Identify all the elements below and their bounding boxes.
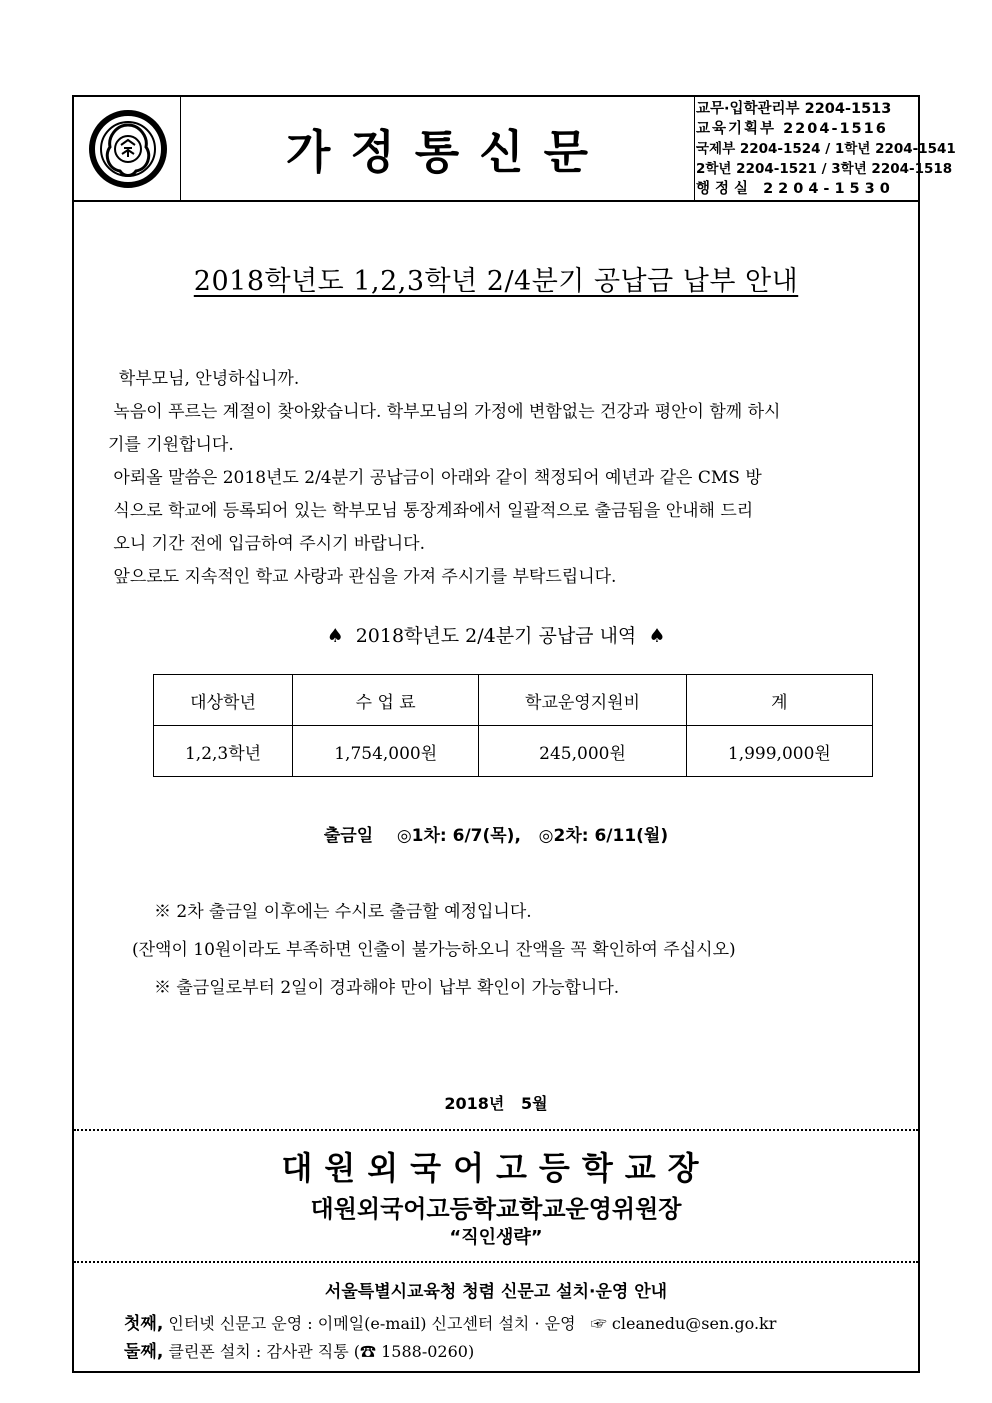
committee-name: 대원외국어고등학교학교운영위원장 (310, 1195, 682, 1223)
header (74, 97, 956, 202)
body-line: 기를 기원합니다. (108, 435, 234, 455)
seal-omitted: “직인생략” (449, 1227, 543, 1248)
body-line: 식으로 학교에 등록되어 있는 학부모님 통장계좌에서 일괄적으로 출금됨을 안내해 드리 (108, 501, 754, 521)
line-label: 둘째, (124, 1342, 164, 1362)
table-cell: 1,2,3학년 (154, 726, 293, 777)
note-line: ※ 2차 출금일 이후에는 수시로 출금할 예정입니다. (154, 902, 532, 922)
notes (132, 893, 902, 1007)
note-line: (잔액이 10원이라도 부족하면 인출이 불가능하오니 잔액을 꼭 확인하여 주십시오) (132, 940, 736, 960)
column-header: 수 업 료 (293, 675, 479, 726)
contact-line: 교육기획부 2204-1516 (696, 121, 888, 137)
body-line: 학부모님, 안녕하십니까. (108, 369, 300, 389)
divider (74, 1129, 918, 1131)
email-link[interactable]: cleanedu@sen.go.kr (611, 1314, 777, 1333)
line-text: 인터넷 신문고 운영 : 이메일(e-mail) 신고센터 설치 · 운영 ☞ (163, 1314, 612, 1333)
report-line-email (124, 1309, 776, 1334)
logo-cell (74, 97, 181, 200)
fee-table (153, 674, 873, 777)
title-cell (180, 97, 695, 200)
line-text: 클린폰 설치 : 감사관 직통 (☎ 1588-0260) (163, 1342, 475, 1361)
body-line: 앞으로도 지속적인 학교 사랑과 관심을 가져 주시기를 부탁드립니다. (108, 567, 617, 587)
table-header-row (154, 675, 873, 726)
fee-section-title: ♠ 2018학년도 2/4분기 공납금 내역 ♠ (326, 625, 666, 647)
body-line: 녹음이 푸르는 계절이 찾아왔습니다. 학부모님의 가정에 변함없는 건강과 평안이 함께 하시 (108, 402, 781, 422)
body-text (108, 363, 898, 594)
table-cell: 1,999,000원 (686, 726, 872, 777)
contact-line: 2학년 2204-1521 / 3학년 2204-1518 (696, 161, 953, 177)
newsletter-title: 가정통신문 (285, 124, 609, 179)
line-label: 첫째, (124, 1314, 164, 1334)
contacts (696, 99, 956, 199)
table-row (154, 726, 873, 777)
contact-line: 국제부 2204-1524 / 1학년 2204-1541 (696, 141, 956, 157)
divider (74, 1261, 918, 1263)
body-line: 아뢰올 말씀은 2018년도 2/4분기 공납금이 아래와 같이 책정되어 예년과 같은 CMS 방 (108, 468, 762, 488)
contact-line: 교무·입학관리부 2204-1513 (696, 101, 892, 117)
notice-title: 2018학년도 1,2,3학년 2/4분기 공납금 납부 안내 (193, 266, 799, 297)
report-line-phone (124, 1337, 474, 1362)
withdrawal-dates: 출금일 ◎1차: 6/7(목), ◎2차: 6/11(월) (323, 826, 669, 846)
note-line: ※ 출금일로부터 2일이 경과해야 만이 납부 확인이 가능합니다. (154, 978, 620, 998)
issue-date: 2018년 5월 (444, 1094, 548, 1113)
table-cell: 1,754,000원 (293, 726, 479, 777)
column-header: 학교운영지원비 (479, 675, 686, 726)
body-line: 오니 기간 전에 입금하여 주시기 바랍니다. (108, 534, 426, 554)
column-header: 대상학년 (154, 675, 293, 726)
principal-name: 대원외국어고등학교장 (281, 1149, 711, 1187)
column-header: 계 (686, 675, 872, 726)
school-emblem-icon (88, 109, 168, 189)
table-cell: 245,000원 (479, 726, 686, 777)
contact-line: 행정실 2204-1530 (696, 181, 895, 197)
report-title: 서울특별시교육청 청렴 신문고 설치·운영 안내 (324, 1282, 668, 1302)
newsletter-frame (72, 95, 956, 1373)
